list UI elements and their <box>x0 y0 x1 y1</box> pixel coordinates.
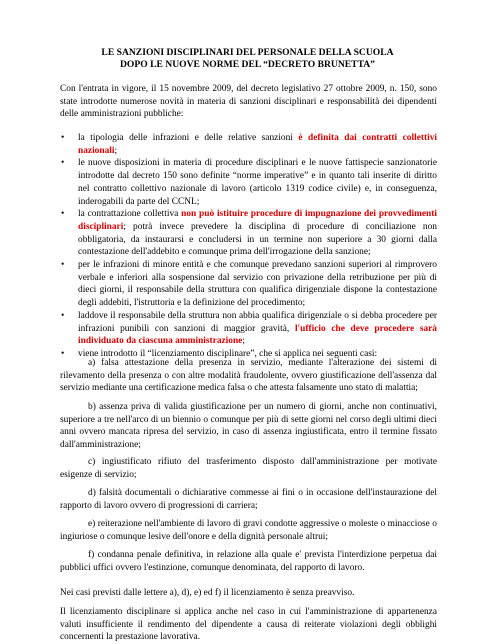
document-title <box>60 47 435 71</box>
novelty-list <box>60 132 437 361</box>
bullet-icon: • <box>61 310 65 321</box>
case-a: a) falsa attestazione della presenza in servizio, mediante l'alterazione dei sistemi di rilevamento della presenza o con altre modalità fraudolente, ovvero giustificazione dell'assenza dal servizio mediante una certificazione medica falsa o che attesta falsamente uno stato di malattia; <box>60 358 437 394</box>
case-b: b) assenza priva di valida giustificazione per un numero di giorni, anche non continuativi, superiore a tre nell'arco di un biennio o comunque per più di sette giorni nel corso degli ultimi dieci anni ovvero mancata ripresa del servizio, in caso di assenza ingiustificata, entro il termine fissato dall'amministrazione; <box>60 402 437 451</box>
case-d: d) falsità documentali o dichiarative commesse ai fini o in occasione dell'instaurazione del rapporto di lavoro ovvero di progressioni di carriera; <box>60 488 437 511</box>
bullet-icon: • <box>61 158 65 169</box>
list-item: • viene introdotto il “licenziamento disciplinare”, che si applica nei seguenti casi: <box>61 348 378 359</box>
bullet-icon: • <box>61 133 65 143</box>
list-item: • laddove il responsabile della struttura non abbia qualifica dirigenziale o si debba procedere per infrazioni punibili con sanzioni di maggior gravità, l'ufficio che deve procedere sarà individuato da ciascuna amministrazione; <box>61 310 437 347</box>
title-line-1: LE SANZIONI DISCIPLINARI DEL PERSONALE DELLA SCUOLA <box>101 47 394 58</box>
highlighted-text: l'ufficio che deve procedere sarà individuato da ciascuna amministrazione <box>78 323 437 347</box>
notice-paragraph: Nei casi previsti dalle lettere a), d), e) ed f) il licenziamento è senza preavviso. <box>60 588 355 598</box>
case-e: e) reiterazione nell'ambiente di lavoro di gravi condotte aggressive o moleste o minacciose o ingiuriose o comunque lesive dell'onore e della dignità personale altrui; <box>60 519 437 542</box>
bullet-icon: • <box>61 260 65 271</box>
bullet-icon: • <box>61 348 65 359</box>
title-line-2: DOPO LE NUOVE NORME DEL “DECRETO BRUNETTA” <box>120 59 375 70</box>
list-item: • la tipologia delle infrazioni e delle relative sanzioni è definita dai contratti collettivi nazionali; <box>61 133 437 156</box>
bullet-icon: • <box>61 209 65 220</box>
list-item: • la contrattazione collettiva non può istituire procedure di impugnazione dei provvedimenti disciplinari; potrà invece prevedere la disciplina di procedure di conciliazione non obbligatoria, da instaurarsi e concludersi in un termine non superiore a 30 giorni dalla contestazione dell'addebito e comunque prima dell'irrogazione della sanzione; <box>61 209 437 258</box>
highlighted-text: non può istituire procedure di impugnazione dei provvedimenti disciplinari <box>78 209 437 232</box>
case-f: f) condanna penale definitiva, in relazione alla quale e' prevista l'interdizione perpetua dai pubblici uffici ovvero l'estinzione, comunque denominata, del rapporto di lavoro. <box>60 550 437 573</box>
case-c: c) ingiustificato rifiuto del trasferimento disposto dall'amministrazione per motivate esigenze di servizio; <box>60 457 437 480</box>
list-item: • le nuove disposizioni in materia di procedure disciplinari e le nuove fattispecie sanzionatorie introdotte dal decreto 150 sono definite “norme imperative” e in quanto tali inserite di diritto nel contratto collettivo nazionale di lavoro (articolo 1319 codice civile) e, in conseguenza, inderogabili da parte del CCNL; <box>61 158 437 207</box>
highlighted-text: è definita dai contratti collettivi nazionali <box>78 133 437 156</box>
list-item: • per le infrazioni di minore entità e che comunque prevedano sanzioni superiori al rimprovero verbale e inferiori alla sospensione dal servizio con privazione della retribuzione per più di dieci giorni, il responsabile della struttura con qualifica dirigenziale dispone la contestazione degli addebiti, l'istruttoria e la definizione del procedimento; <box>61 260 437 309</box>
closing-paragraph: Il licenziamento disciplinare si applica anche nel caso in cui l'amministrazione di appartenenza valuti insufficiente il rendimento del dipendente a causa di reiterate violazioni degli obblighi concernenti la prestazione lavorativa. <box>60 607 437 643</box>
intro-paragraph: Con l'entrata in vigore, il 15 novembre 2009, del decreto legislativo 27 ottobre 2009, n. 150, sono state introdotte numerose novità in materia di sanzioni disciplinari e responsabilità dei dipendenti delle amministrazioni pubbliche: <box>60 84 437 120</box>
